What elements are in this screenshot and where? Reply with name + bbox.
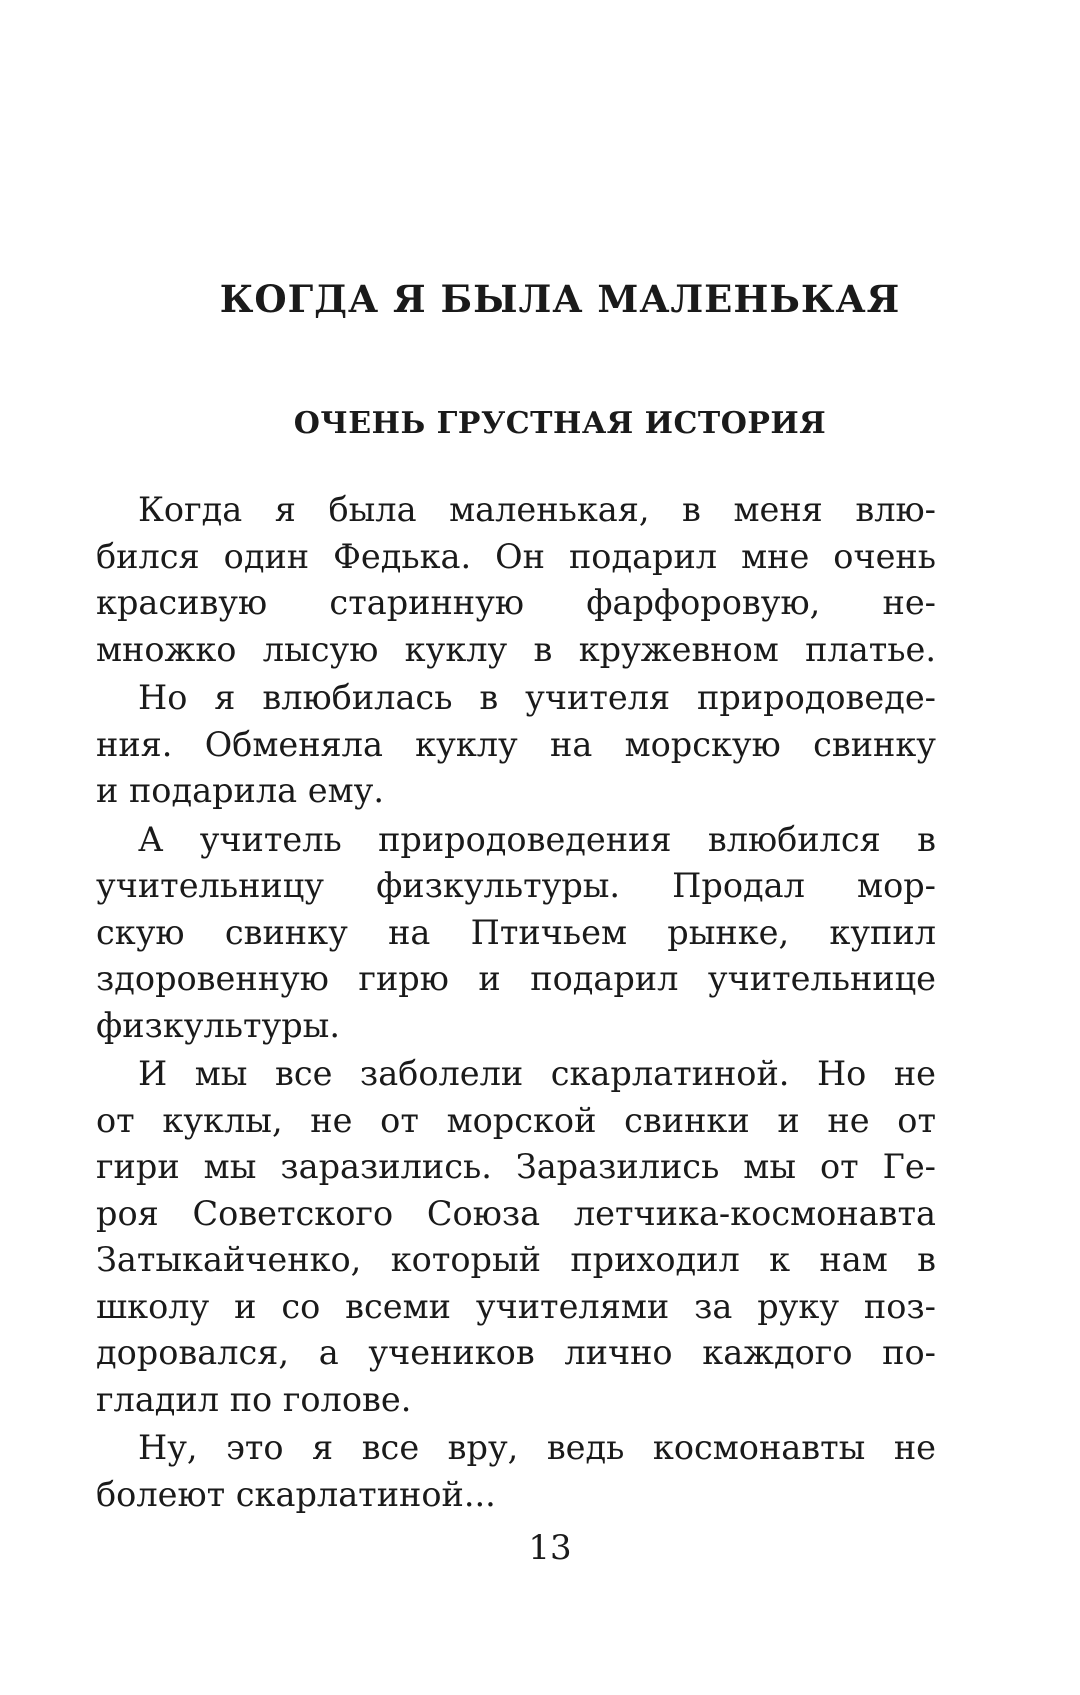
- text-line: И мы все заболели скарлатиной. Но не: [138, 1054, 936, 1093]
- text-line: роя Советского Союза летчика-космонавта: [96, 1193, 936, 1233]
- page-number: 13: [528, 1528, 572, 1568]
- text-line: Когда я была маленькая, в меня влю-: [138, 490, 936, 529]
- text-line: Но я влюбилась в учителя природоведе-: [138, 678, 936, 717]
- text-line: болеют скарлатиной...: [96, 1474, 496, 1514]
- text-line: гири мы заразились. Заразились мы от Ге-: [96, 1147, 936, 1186]
- text-line: школу и со всеми учителями за руку поз-: [96, 1286, 936, 1326]
- paragraph: [96, 1425, 936, 1518]
- text-line: скую свинку на Птичьем рынке, купил: [96, 912, 936, 952]
- story-title: ОЧЕНЬ ГРУСТНАЯ ИСТОРИЯ: [293, 406, 827, 441]
- story-text: [96, 487, 936, 1518]
- text-line: от куклы, не от морской свинки и не от: [96, 1100, 936, 1140]
- text-line: бился один Федька. Он подарил мне очень: [96, 536, 936, 576]
- paragraph: [96, 675, 936, 815]
- text-line: Ну, это я все вру, ведь космонавты не: [138, 1428, 936, 1467]
- paragraph: [96, 487, 936, 673]
- text-line: красивую старинную фарфоровую, не-: [96, 583, 936, 622]
- paragraph: [96, 1051, 936, 1423]
- text-line: ния. Обменяла куклу на морскую свинку: [96, 724, 936, 764]
- text-line: А учитель природоведения влюбился в: [138, 819, 936, 859]
- text-line: учительницу физкультуры. Продал мор-: [96, 866, 936, 905]
- text-line: физкультуры.: [96, 1005, 340, 1045]
- text-line: гладил по голове.: [96, 1379, 412, 1419]
- text-line: Затыкайченко, который приходил к нам в: [96, 1240, 936, 1279]
- chapter-title: КОГДА Я БЫЛА МАЛЕНЬКАЯ: [219, 277, 901, 321]
- text-line: и подарила ему.: [96, 771, 384, 810]
- text-line: множко лысую куклу в кружевном платье.: [96, 629, 936, 669]
- paragraph: [96, 817, 936, 1050]
- text-line: здоровенную гирю и подарил учительнице: [96, 959, 936, 998]
- text-line: доровался, а учеников лично каждого по-: [96, 1333, 936, 1372]
